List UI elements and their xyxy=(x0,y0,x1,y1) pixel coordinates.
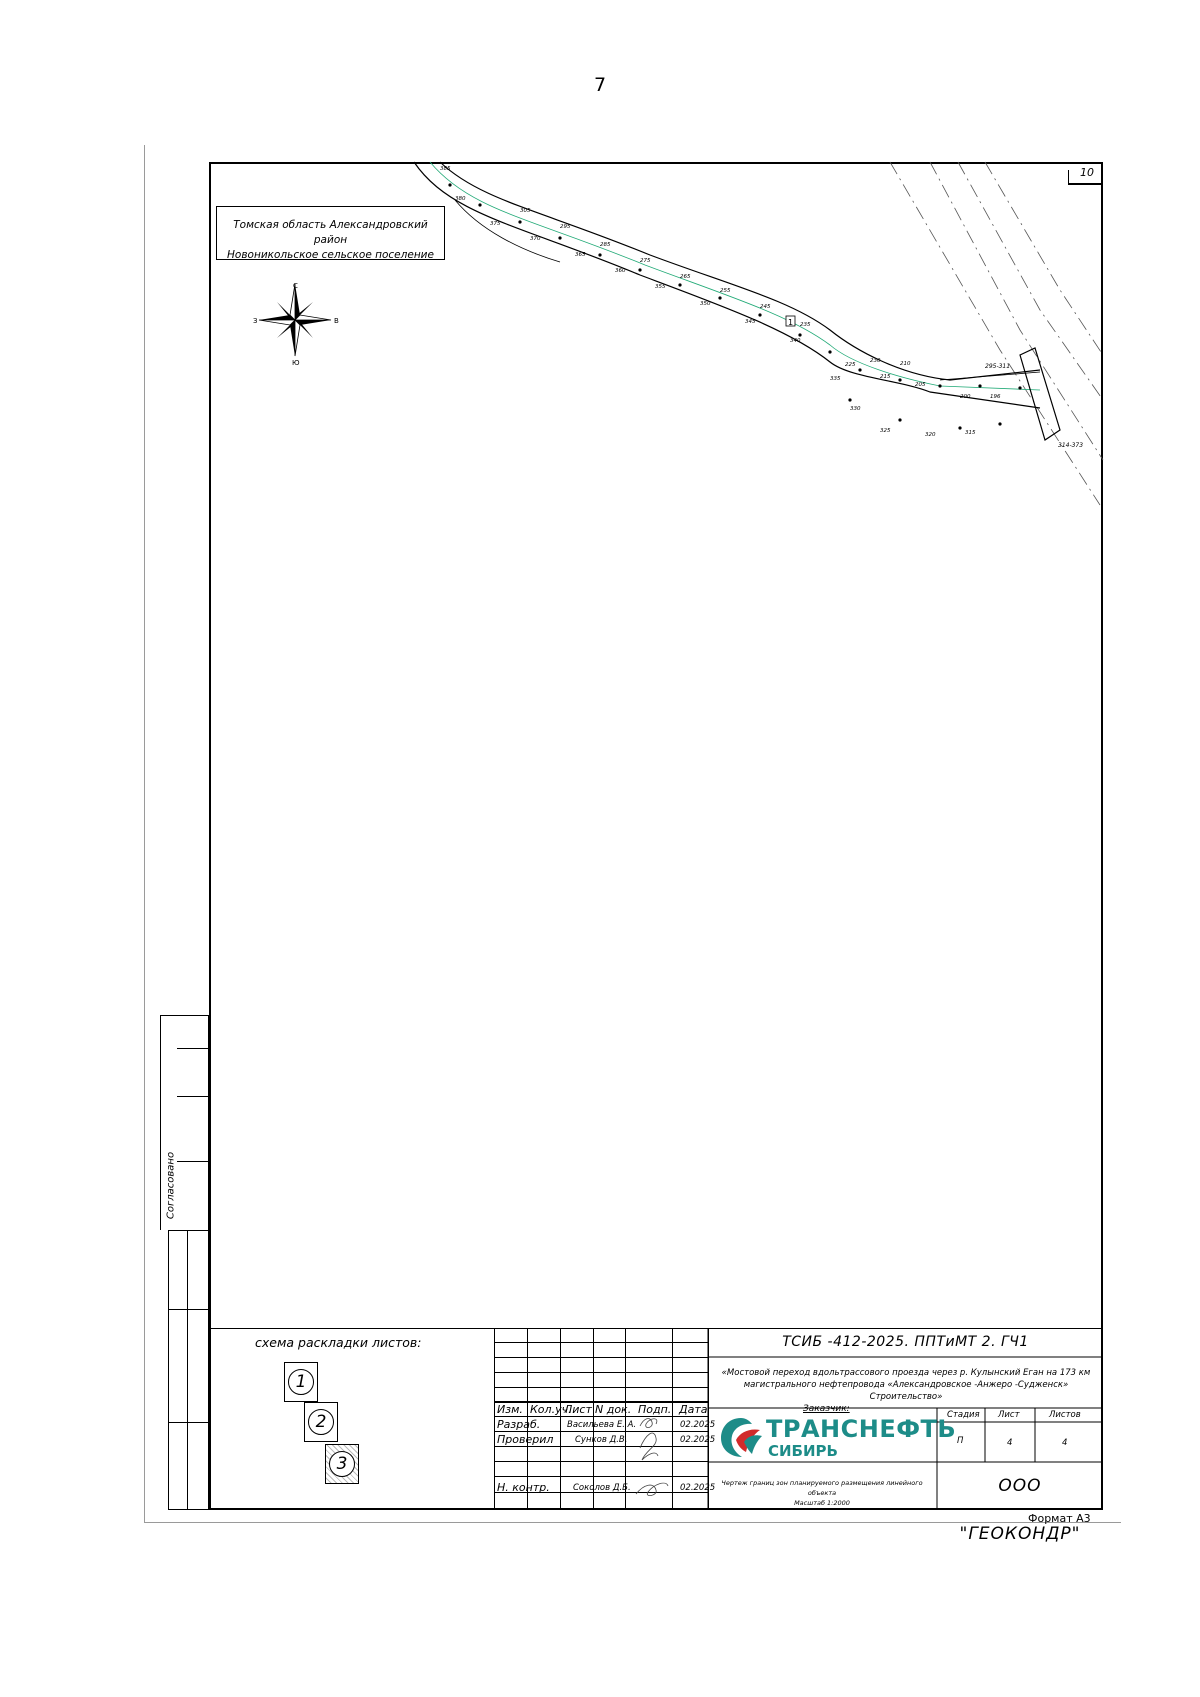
svg-text:215: 215 xyxy=(880,374,891,380)
rev-row-3-name: Соколов Д.Б. xyxy=(573,1483,631,1493)
rev-row-1-date: 02.2025 xyxy=(680,1420,716,1430)
rev-row-3-role: Н. контр. xyxy=(497,1481,550,1494)
svg-text:340: 340 xyxy=(790,338,801,344)
svg-text:230: 230 xyxy=(870,358,881,364)
approval-label-text: Согласовано xyxy=(165,1151,177,1220)
compass-south: Ю xyxy=(292,359,300,367)
svg-text:235: 235 xyxy=(800,322,811,328)
svg-text:380: 380 xyxy=(455,196,466,202)
svg-text:330: 330 xyxy=(850,406,861,412)
svg-text:375: 375 xyxy=(490,221,501,227)
rev-row-2-role: Проверил xyxy=(497,1433,554,1446)
rev-row-3-date: 02.2025 xyxy=(680,1483,716,1493)
customer-label: Заказчик: xyxy=(803,1404,850,1414)
rev-header-data: Дата xyxy=(679,1403,708,1416)
drawing-description-line-1: Чертеж границ зон планируемого размещения линейного объекта xyxy=(721,1479,923,1497)
project-description xyxy=(712,1367,1100,1403)
svg-text:225: 225 xyxy=(845,362,856,368)
layout-scheme-title: схема раскладки листов: xyxy=(255,1335,422,1350)
svg-text:1: 1 xyxy=(788,318,794,327)
svg-text:385: 385 xyxy=(440,166,451,172)
svg-text:365: 365 xyxy=(575,252,586,258)
svg-text:305: 305 xyxy=(520,208,531,214)
stage-header-stage: Стадия xyxy=(947,1410,980,1420)
region-line-1: Томская область Александровский район xyxy=(233,219,428,246)
svg-text:320: 320 xyxy=(925,432,936,438)
stage-header-sheet: Лист xyxy=(998,1410,1020,1420)
compass-west: З xyxy=(253,317,258,325)
stage-value-stage: П xyxy=(957,1436,964,1446)
rev-header-list: Лист xyxy=(564,1403,592,1416)
svg-text:370: 370 xyxy=(530,236,541,242)
rev-header-podp: Подп. xyxy=(638,1403,672,1416)
svg-text:350: 350 xyxy=(700,301,711,307)
customer-logo xyxy=(716,1412,957,1460)
company-name: ООО "ГЕОКОНДР" xyxy=(959,1476,1081,1544)
svg-text:360: 360 xyxy=(615,268,626,274)
rev-row-2-name: Сунков Д.В. xyxy=(575,1435,628,1445)
stage-value-sheet: 4 xyxy=(1007,1438,1013,1448)
range-label-2: 314-373 xyxy=(1058,442,1084,449)
rev-header-izm: Изм. xyxy=(497,1403,523,1416)
compass-north: С xyxy=(293,282,298,290)
svg-text:335: 335 xyxy=(830,376,841,382)
stage-header-sheets: Листов xyxy=(1049,1410,1081,1420)
svg-text:205: 205 xyxy=(915,382,926,388)
svg-text:265: 265 xyxy=(680,274,691,280)
sheet-corner-text: 10 xyxy=(1080,166,1094,179)
svg-text:196: 196 xyxy=(990,394,1001,400)
svg-text:315: 315 xyxy=(965,430,976,436)
customer-logo-main: ТРАНСНЕФТЬ xyxy=(766,1415,957,1443)
drawing-description xyxy=(712,1478,932,1508)
rev-header-kolvo: Кол.уч. xyxy=(530,1403,572,1416)
svg-text:275: 275 xyxy=(640,258,651,264)
layout-sheet-3-label: 3 xyxy=(329,1451,355,1477)
svg-text:245: 245 xyxy=(760,304,771,310)
customer-logo-sub: СИБИРЬ xyxy=(768,1442,838,1460)
region-line-2: Новоникольское сельское поселение xyxy=(227,249,434,261)
svg-text:200: 200 xyxy=(960,394,971,400)
stage-value-sheets: 4 xyxy=(1062,1438,1068,1448)
svg-text:345: 345 xyxy=(745,319,756,325)
rev-row-2-date: 02.2025 xyxy=(680,1435,716,1445)
svg-text:285: 285 xyxy=(600,242,611,248)
rev-row-1-role: Разраб. xyxy=(497,1418,541,1431)
drawing-description-line-2: Масштаб 1:2000 xyxy=(794,1499,850,1507)
svg-text:325: 325 xyxy=(880,428,891,434)
rev-row-1-name: Васильева Е. А. xyxy=(567,1420,637,1430)
document-code: ТСИБ -412-2025. ППТиМТ 2. ГЧ1 xyxy=(782,1334,1029,1350)
layout-sheet-2-label: 2 xyxy=(308,1409,334,1435)
svg-text:210: 210 xyxy=(900,361,911,367)
transneft-logo-icon xyxy=(718,1414,764,1460)
layout-sheet-1-label: 1 xyxy=(288,1369,314,1395)
project-description-line-2: магистрального нефтепровода «Александровское -Анжеро -Судженск» Строительство» xyxy=(743,1380,1069,1402)
page-number: 7 xyxy=(593,74,607,96)
svg-text:295: 295 xyxy=(560,224,571,230)
project-description-line-1: «Мостовой переход вдольтрассового проезда через р. Кулынский Еган на 173 км xyxy=(721,1368,1091,1378)
svg-text:355: 355 xyxy=(655,284,666,290)
format-label: Формат А3 xyxy=(1028,1512,1091,1525)
svg-text:255: 255 xyxy=(720,288,731,294)
compass-east: В xyxy=(334,317,339,325)
range-label-1: 295-311 xyxy=(985,363,1011,370)
rev-header-ndok: N док. xyxy=(595,1403,632,1416)
stage-table xyxy=(937,1408,1103,1462)
